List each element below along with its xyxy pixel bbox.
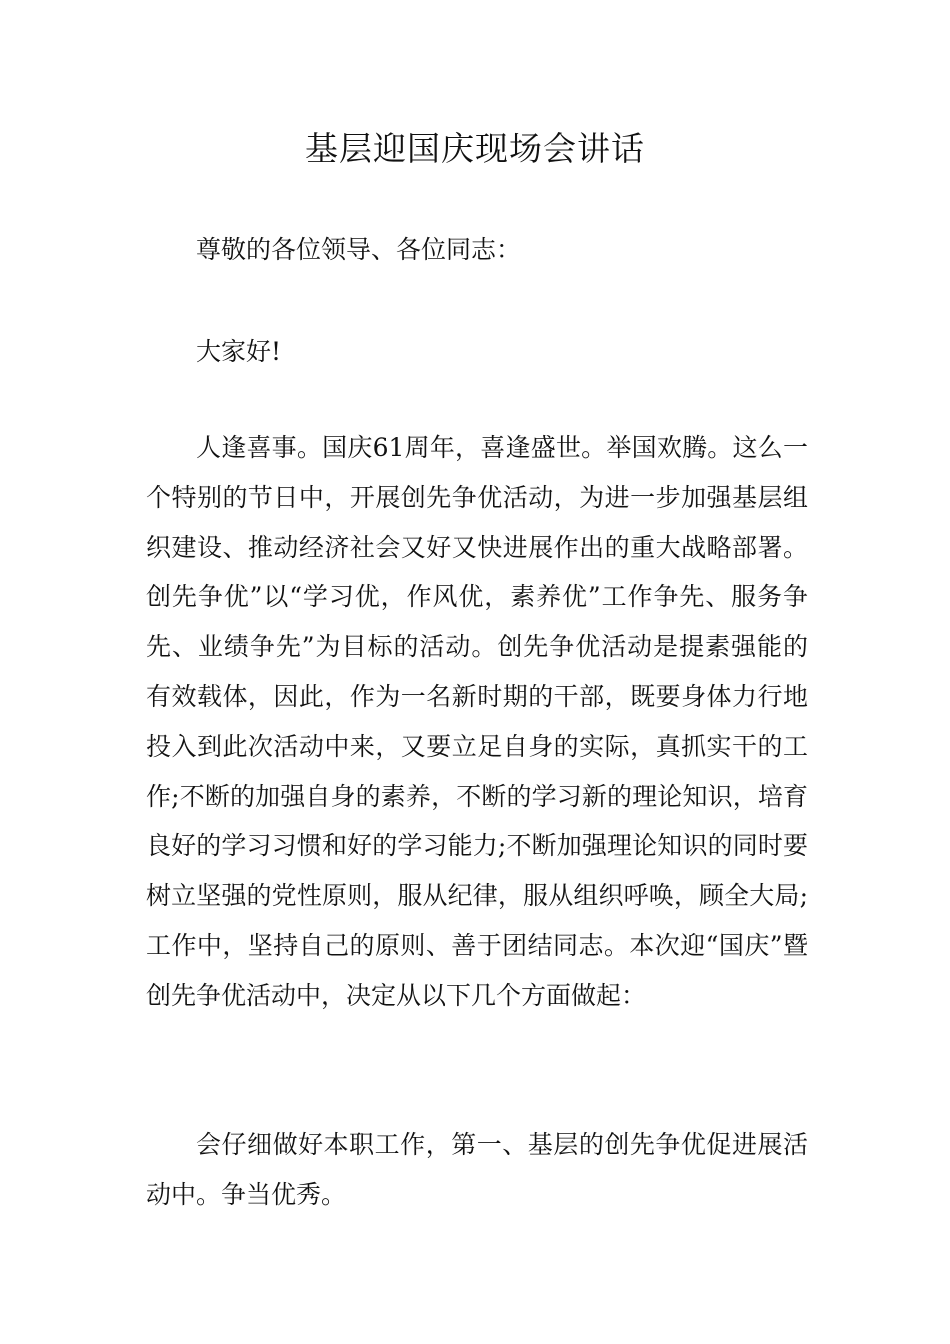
body-paragraph: 人逢喜事。国庆61周年，喜逢盛世。举国欢腾。这么一个特别的节日中，开展创先争优活动，为进一步加强基层组织建设、推动经济社会又好又快进展作出的重大战略部署。创先争优”以“学习优，作风优，素养优”工作争先、服务争先、业绩争先”为目标的活动。创先争优活动是提素强能的有效载体，因此，作为一名新时期的干部，既要身体力行地投入到此次活动中来，又要立足自身的实际，真抓实干的工作;不断的加强自身的素养，不断的学习新的理论知识，培育良好的学习习惯和好的学习能力;不断加强理论知识的同时要树立坚强的党性原则，服从纪律，服从组织呼唤，顾全大局;工作中，坚持自己的原则、善于团结同志。本次迎“国庆”暨创先争优活动中，决定从以下几个方面做起： bbox=[146, 433, 808, 1010]
body-paragraph: 会仔细做好本职工作，第一、基层的创先争优促进展活动中。争当优秀。 bbox=[146, 1130, 808, 1209]
greeting-paragraph: 大家好! bbox=[196, 337, 282, 366]
salutation-paragraph: 尊敬的各位领导、各位同志： bbox=[196, 235, 522, 264]
document-title: 基层迎国庆现场会讲话 bbox=[305, 129, 645, 168]
